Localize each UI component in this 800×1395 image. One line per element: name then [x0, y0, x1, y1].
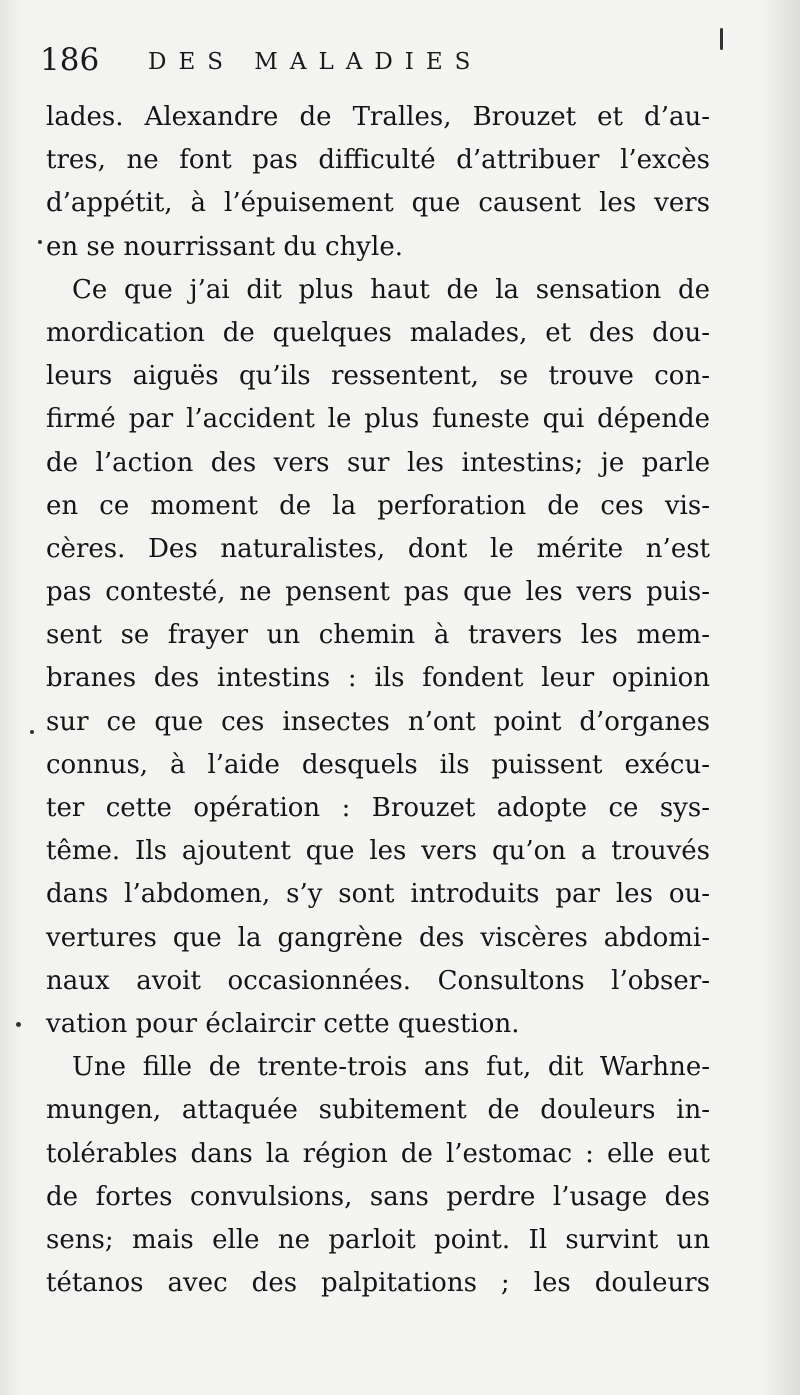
- running-head: DES MALADIES: [148, 49, 483, 75]
- text-line: tétanos avec des palpitations ; les douleurs: [46, 1268, 710, 1299]
- text-line: mungen, attaquée subitement de douleurs in-: [46, 1095, 710, 1126]
- text-line: d’appétit, à l’épuisement que causent les vers: [46, 188, 710, 219]
- text-line: branes des intestins : ils fondent leur opinion: [46, 663, 710, 694]
- text-line: mordication de quelques malades, et des dou-: [46, 317, 710, 348]
- text-line: cères. Des naturalistes, dont le mérite n’est: [46, 533, 710, 564]
- text-line: de l’action des vers sur les intestins; je parle: [46, 447, 710, 478]
- text-line: tres, ne font pas difficulté d’attribuer l’excès: [46, 145, 710, 176]
- text-line: vation pour éclaircir cette question.: [46, 1008, 520, 1039]
- text-line: sens; mais elle ne parloit point. Il survint un: [46, 1224, 710, 1255]
- text-line: Une fille de trente-trois ans fut, dit Warhne-: [72, 1052, 710, 1083]
- text-line: leurs aiguës qu’ils ressentent, se trouve con-: [46, 361, 710, 392]
- text-line: firmé par l’accident le plus funeste qui dépende: [46, 404, 710, 435]
- page-header: [40, 40, 760, 84]
- body-text: [46, 96, 710, 1305]
- text-line: lades. Alexandre de Tralles, Brouzet et d’au-: [46, 102, 710, 132]
- text-line: naux avoit occasionnées. Consultons l’obser-: [46, 965, 710, 996]
- print-speck: [30, 730, 34, 734]
- page-number: 186: [40, 42, 100, 78]
- print-speck: [16, 1022, 21, 1027]
- text-line: sur ce que ces insectes n’ont point d’organes: [46, 706, 710, 737]
- print-speck: [38, 240, 42, 244]
- text-line: vertures que la gangrène des viscères abdomi-: [46, 922, 710, 953]
- text-line: dans l’abdomen, s’y sont introduits par les ou-: [46, 879, 710, 910]
- text-line: pas contesté, ne pensent pas que les vers puis-: [46, 577, 710, 608]
- text-line: Ce que j’ai dit plus haut de la sensation de: [72, 274, 710, 305]
- text-line: en ce moment de la perforation de ces vis-: [46, 490, 710, 521]
- text-line: en se nourrissant du chyle.: [46, 231, 403, 262]
- text-line: connus, à l’aide desquels ils puissent exécu-: [46, 749, 710, 780]
- text-line: tolérables dans la région de l’estomac : elle eut: [46, 1138, 710, 1169]
- text-line: de fortes convulsions, sans perdre l’usage des: [46, 1181, 710, 1212]
- text-line: sent se frayer un chemin à travers les mem-: [46, 620, 710, 651]
- text-line: ter cette opération : Brouzet adopte ce sys-: [46, 793, 710, 823]
- print-speck: [720, 28, 723, 50]
- text-line: tême. Ils ajoutent que les vers qu’on a trouvés: [46, 836, 710, 867]
